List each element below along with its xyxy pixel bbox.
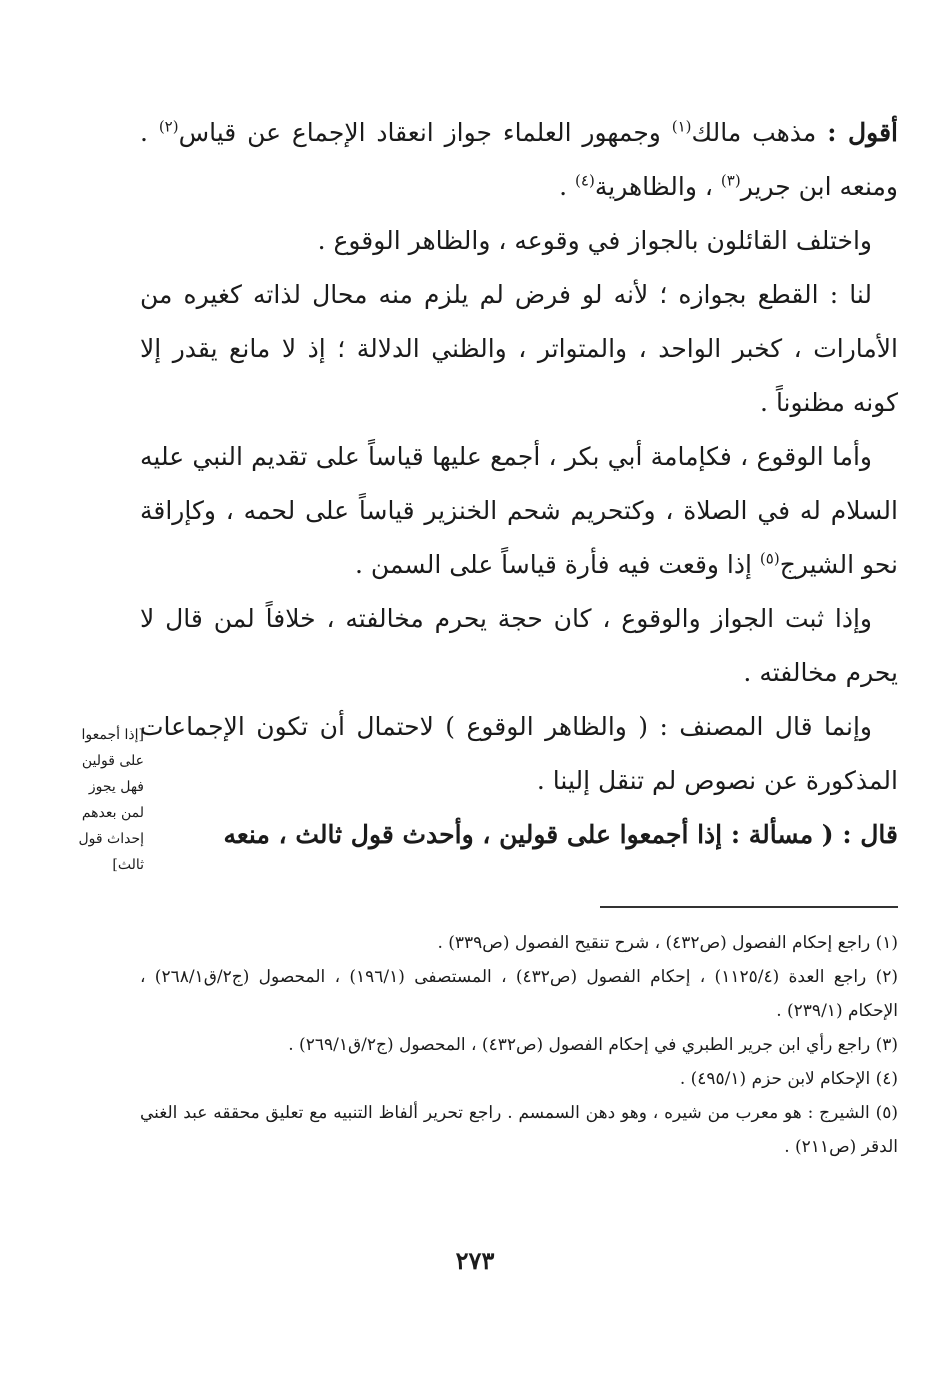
footnote-ref-5[interactable]: (٥): [759, 549, 780, 568]
footnote-ref-4[interactable]: (٤): [575, 171, 595, 190]
footnote-ref-1[interactable]: (١): [671, 117, 692, 136]
footnotes: [140, 926, 898, 1164]
paragraph-5: وإذا ثبت الجواز والوقوع ، كان حجة يحرم مخالفته ، خلافاً لمن قال لا يحرم مخالفته .: [140, 604, 898, 687]
footnote-separator: [600, 906, 898, 908]
paragraph-7: قال : ( مسألة : إذا أجمعوا على قولين ، وأحدث قول ثالث ، منعه: [223, 820, 898, 849]
paragraph-lead: أقول :: [827, 118, 898, 147]
footnote-ref-3[interactable]: (٣): [720, 171, 741, 190]
page-number: ٢٧٣: [455, 1246, 495, 1275]
paragraph-4: وأما الوقوع ، فكإمامة أبي بكر ، أجمع عليها قياساً على تقديم النبي عليه السلام له في الصلاة ، وكتحريم شحم الخنزير قياساً على لحمه ، وكإراقة نحو الشيرج$^{(٥)}$ إذا وقعت فيه فأرة قياساً على السمن .: [140, 442, 898, 579]
footnote-1: (١) راجع إحكام الفصول (ص٤٣٢) ، شرح تنقيح الفصول (ص٣٣٩) .: [437, 933, 898, 953]
footnote-3: (٣) راجع رأي ابن جرير الطبري في إحكام الفصول (ص٤٣٢) ، المحصول (ج٢/ق٢٦٩/١) .: [288, 1035, 898, 1055]
footnote-2: (٢) راجع العدة (١١٢٥/٤) ، إحكام الفصول (ص٤٣٢) ، المستصفى (١٩٦/١) ، المحصول (ج٢/ق٢٦٨/١) ، الإحكام (٢٣٩/١) .: [140, 967, 898, 1021]
footnote-5: (٥) الشيرج : هو معرب من شيره ، وهو دهن السمسم . راجع تحرير ألفاظ التنبيه مع تعليق محققه عبد الغني الدقر (ص٢١١) .: [140, 1103, 898, 1157]
footnote-ref-2[interactable]: (٢): [158, 117, 179, 136]
main-text: [140, 106, 898, 862]
footnote-4: (٤) الإحكام لابن حزم (٤٩٥/١) .: [679, 1069, 898, 1089]
paragraph-6: وإنما قال المصنف : ( والظاهر الوقوع ) لاحتمال أن تكون الإجماعات المذكورة عن نصوص لم تنقل إلينا .: [140, 712, 898, 795]
paragraph-2: واختلف القائلون بالجواز في وقوعه ، والظاهر الوقوع .: [317, 226, 872, 255]
paragraph-3: لنا : القطع بجوازه ؛ لأنه لو فرض لم يلزم منه محال لذاته كغيره من الأمارات ، كخبر الواحد ، والمتواتر ، والظني الدلالة ؛ إذ لا مانع يقدر إلا كونه مظنوناً .: [140, 280, 898, 417]
paragraph-1: أقول : مذهب مالك$^{(١)}$ وجمهور العلماء جواز انعقاد الإجماع عن قياس$^{(٢)}$ . ومنعه ابن جرير$^{(٣)}$ ، والظاهرية$^{(٤)}$ .: [140, 117, 898, 201]
margin-note: [إذا أجمعوا على قولين فهل يجوز لمن بعدهم إحداث قول ثالث]: [78, 727, 144, 873]
